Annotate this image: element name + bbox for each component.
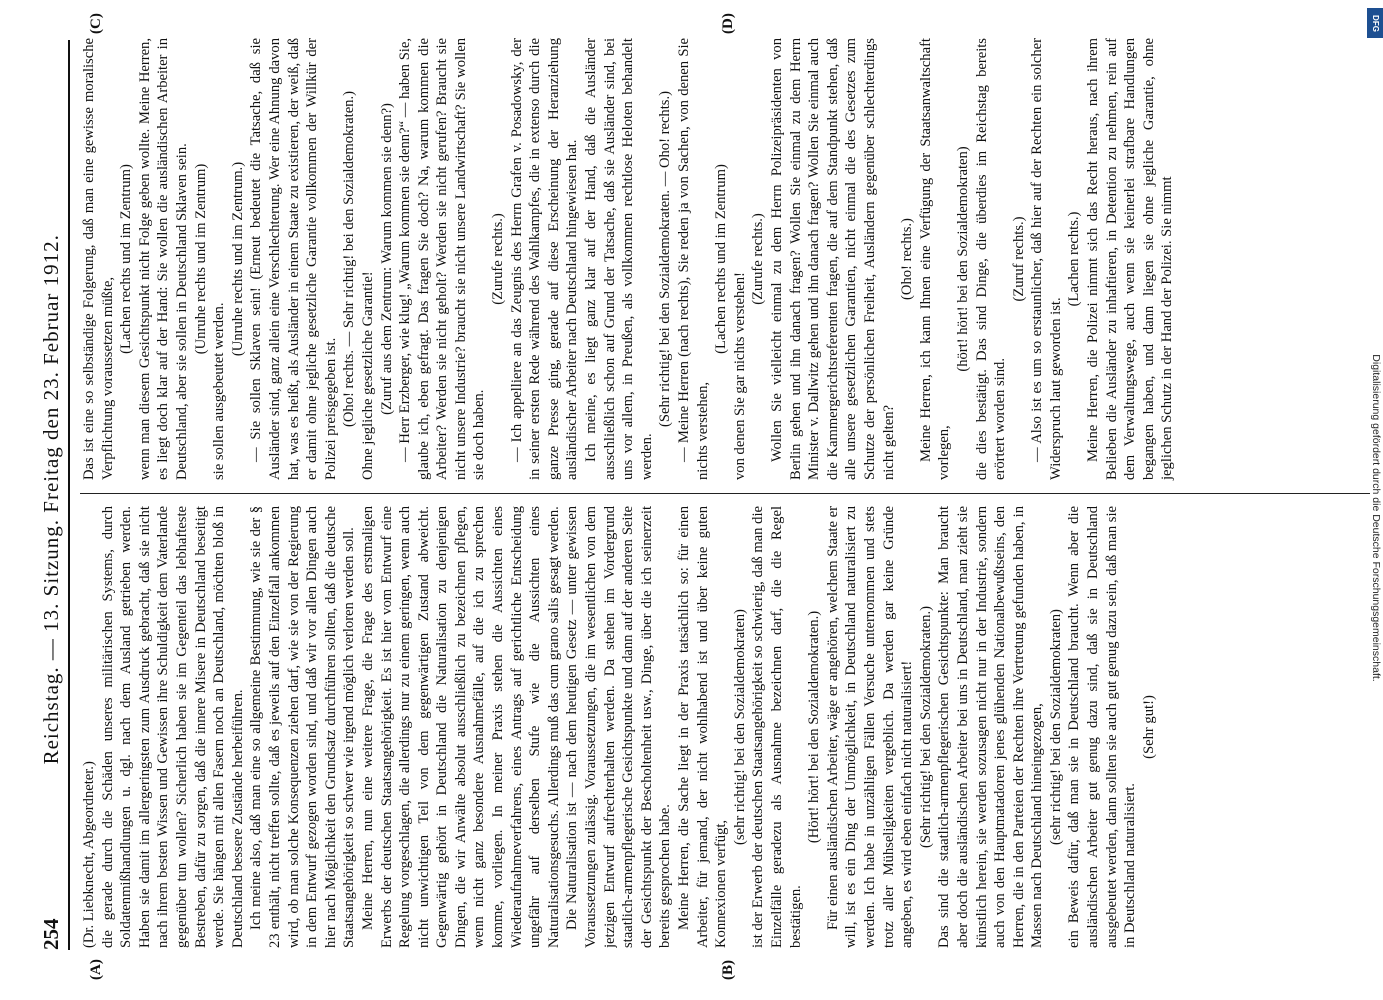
paragraph: Meine Herren, die Sache liegt in der Praxis tatsächlich so: für einen Arbeiter, für jemand, der nicht wohlhabend ist und über keine guten Konnexionen verfügt,	[676, 506, 730, 948]
paragraph: Ohne jegliche gesetzliche Garantie!	[359, 271, 376, 480]
paragraph: die dies bestätigt. Das sind Dinge, die überdies im Reichstag bereits erörtert worden sind.	[973, 38, 1009, 480]
paragraph: Wollen Sie vielleicht einmal zu dem Herrn Polizeipräsidenten von Berlin gehen und ihn danach fragen? Wollen Sie einmal zu dem Herrn Minister v. Dallwitz gehen und ihn danach fragen? Wollen Sie einmal auch die Kammergerichtsreferenten fragen, die auf dem Standpunkt stehen, daß alle unsere gesetzlichen Garantien, nicht einmal die des Gesetzes zum Schutze der persönlichen Freiheit, Ausländern gegenüber schlechterdings nicht gelten?	[768, 38, 897, 480]
paragraph: sie sollen ausgebeutet werden.	[211, 302, 228, 480]
paragraph: Das sind die staatlich-armenpflegerischen Gesichtspunkte: Man braucht aber doch die ausländischen Arbeiter bei uns in Deutschland, man zieht sie künstlich herein, sie werden sozusagen nicht nur in der Industrie, sondern auch von den Hauptmatadoren jenes glühenden Nationalbewußtseins, den Herren, die in den Parteien der Rechten ihre Vertretung gefunden haben, in Massen nach Deutschland hineingezogen,	[936, 506, 1046, 948]
paragraph: die gerade durch die Schäden unseres militärischen Systems, durch Soldatenmißhandlungen u. dgl. nach dem Ausland getrieben werden. Haben sie damit im allergeringsten zum Ausdruck gebracht, daß sie nicht nach ihrem besten Wissen und Gewissen ihre Schuldigkeit dem Vaterlande gegenüber tun wollen? Sicherlich haben sie im Gegenteil das lebhafteste Bestreben, dafür zu sorgen, daß die innere Misere in Deutschland beseitigt werde. Sie hängen mit allen Fasern noch an Deutschland, möchten bloß in Deutschland bessere Zustände herbeiführen.	[99, 506, 246, 948]
interjection: (Hört! hört! bei den Sozialdemokraten.)	[806, 610, 823, 844]
interjection: (Oho! rechts. — Sehr richtig! bei den Sozialdemokraten.)	[341, 91, 358, 427]
margin-marker-a: (A)	[88, 959, 104, 980]
interjection: (Sehr richtig! bei den Sozialdemokraten.)	[917, 606, 934, 848]
page-title: Reichstag. — 13. Sitzung. Freitag den 23. Februar 1912.	[39, 234, 63, 765]
interjection: (Zurufe rechts.)	[750, 213, 767, 305]
paragraph: Ich meine also, daß man eine so allgemeine Bestimmung, wie sie der § 23 enthält, nicht treffen sollte, daß es jeweils auf den Einzelfall ankommen wird, ob man solche Konsequenzen ziehen darf, wie sie von der Regierung in dem Entwurf gezogen worden sind, und daß wir vor allen Dingen auch hier nach Möglichkeit den Grundsatz durchführen sollten, daß die deutsche Staatsangehörigkeit so schwer wie irgend möglich verloren werden soll.	[248, 506, 358, 948]
interjection: (Zurufe rechts.)	[490, 213, 507, 305]
paragraph: wenn man diesem Gesichtspunkt nicht Folge geben wollte. Meine Herren, es liegt doch klar auf der Hand: Sie wollen die ausländischen Arbeiter in Deutschland, aber sie sollen in Deutschland Sklaven sein.	[136, 38, 190, 480]
page-number: 254	[39, 918, 63, 950]
paragraph: — Also ist es um so erstaunlicher, daß hier auf der Rechten ein solcher Widerspruch laut geworden ist.	[1029, 38, 1064, 480]
column-divider	[80, 493, 1370, 494]
paragraph: Für einen ausländischen Arbeiter, wäge er angehören, welchem Staate er will, ist es ein Ding der Unmöglichkeit, in Deutschland naturalisiert zu werden. Ich habe in unzähligen Fällen Versuche unternommen und stets trotz aller Mühseligkeiten vergeblich. Da werden gar keine Gründe angeben, es wird eben einfach nicht naturalisiert!	[824, 506, 916, 948]
interjection: (Zuruf aus dem Zentrum: Warum kommen sie denn?)	[378, 103, 395, 415]
interjection: (sehr richtig! bei den Sozialdemokraten)	[731, 609, 748, 845]
interjection: (Zuruf rechts.)	[1010, 216, 1027, 302]
paragraph: (Dr. Liebknecht, Abgeordneter.)	[81, 761, 97, 948]
page-header	[40, 40, 70, 950]
paragraph: — Herr Erzberger, wie klug! „Warum kommen sie denn?“ — haben Sie, glaube ich, eben gefragt. Das fragen Sie doch? Na, warum kommen die Arbeiter? Werden sie nicht geholt? Werden sie nicht gerufen? Braucht sie nicht unsere Industrie? braucht sie nicht unsere Landwirtschaft? Sie wollen sie doch haben.	[397, 38, 488, 480]
interjection: (Unruhe rechts und im Zentrum)	[192, 163, 209, 355]
paragraph: Meine Herren, ich kann Ihnen eine Verfügung der Staatsanwaltschaft vorlegen,	[917, 38, 953, 480]
paragraph: von denen Sie gar nichts verstehen!	[731, 272, 748, 480]
paragraph: — Sie sollen Sklaven sein! (Erneut bedeutet die Tatsache, daß sie Ausländer sind, ganz allein eine Verschlechterung. Wer eine Ahnung davon hat, was es heißt, als Ausländer in einem Staate zu existieren, der weiß, daß er damit ohne jegliche gesetzliche Garantie vollkommen der Willkür der Polizei preisgegeben ist.	[248, 38, 339, 480]
paragraph: Ich meine, es liegt ganz klar auf der Hand, daß die Ausländer ausschließlich schon auf Grund der Tatsache, daß sie Ausländer sind, bei uns vor allem, in Preußen, als vollkommen rechtlose Heloten behandelt werden.	[583, 38, 655, 480]
margin-marker-b: (B)	[720, 960, 736, 980]
interjection: (Sehr richtig! bei den Sozialdemokraten. — Oho! rechts.)	[657, 91, 674, 427]
paragraph: — Meine Herren (nach rechts), Sie reden ja von Sachen, von denen Sie nichts verstehen,	[676, 38, 711, 480]
interjection: (Lachen rechts.)	[1066, 211, 1083, 307]
interjection: (hört! hört! bei den Sozialdemokraten)	[954, 146, 971, 372]
interjection: (Lachen rechts und im Zentrum)	[713, 164, 730, 354]
paragraph: Meine Herren, nun eine weitere Frage, die Frage des erstmaligen Erwerbs der deutschen Staatsangehörigkeit. Es ist hier vom Entwurf eine Regelung vorgeschlagen, die allerdings nur zu einem geringen, wenn auch nicht unwichtigen Teil von dem gegenwärtigen Zustand abweicht. Gegenwärtig gehört in Deutschland die Naturalisation zu denjenigen Dingen, die wir Anwälte absolut ausschließlich zu bezeichnen pflegen, wenn nicht ganz besondere Ausnahmefälle, auf die ich zu sprechen komme, vorliegen. In meiner Praxis stehen die Aussichten eines Wiederaufnahmeverfahrens, eines Antrags auf gerichtliche Entscheidung ungefähr auf derselben Stufe wie die Aussichten eines Naturalisationsgesuchs. Allerdings muß das cum grano salis gesagt werden.	[359, 506, 562, 948]
right-column	[80, 38, 1370, 486]
paragraph: Meine Herren, die Polizei nimmt sich das Recht heraus, nach ihrem Belieben die Ausländer zu inhaftieren, in Detention zu nehmen, rein auf dem Verwaltungswege, auch wenn sie keinerlei strafbare Handlungen begangen haben, und dann liegen sie ohne jegliche Garantie, ohne jeglichen Schutz in der Hand der Polizei. Sie nimmt	[1085, 38, 1176, 480]
digitization-note-text: Digitalisierung gefördert durch die Deutsche Forschungsgemeinschaft.	[1370, 354, 1382, 682]
interjection: (Sehr gut!)	[1140, 695, 1157, 759]
left-column	[80, 500, 1370, 948]
interjection: (Oho! rechts.)	[899, 218, 916, 300]
margin-marker-d: (D)	[720, 13, 736, 34]
digitization-note	[1370, 8, 1383, 988]
interjection: (Lachen rechts und im Zentrum)	[118, 164, 135, 354]
interjection: (Unruhe rechts und im Zentrum.)	[229, 161, 246, 357]
dfg-logo-text: DFG	[1370, 14, 1380, 32]
paragraph: ein Beweis dafür, daß man sie in Deutschland braucht. Wenn aber die ausländischen Arbeiter gut genug dazu sind, daß sie in Deutschland ausgebeutet werden, dann sollten sie auch gut genug dazu sein, daß man sie in Deutschland naturalisiert.	[1066, 506, 1139, 948]
interjection: (sehr richtig! bei den Sozialdemokraten)	[1047, 609, 1064, 845]
paragraph: ist der Erwerb der deutschen Staatsangehörigkeit so schwierig, daß man die Einzelfälle geradezu als Ausnahme bezeichnen darf, die die Regel bestätigen.	[750, 506, 804, 948]
margin-marker-c: (C)	[88, 13, 104, 34]
paragraph: Das ist eine so selbständige Folgerung, daß man eine gewisse moralische Verpflichtung voraussetzen müßte,	[81, 38, 116, 480]
paragraph: Die Naturalisation ist — nach dem heutigen Gesetz — unter gewissen Voraussetzungen zulässig. Voraussetzungen, die im wesentlichen von dem jetzigen Entwurf aufrechterhalten werden. Da stehen im Vordergrund staatlich-armenpflegerische Gesichtspunkte und dann auf der anderen Seite der Gesichtspunkt der Bescholtenheit usw., Dinge, über die ich seinerzeit bereits gesprochen habe.	[564, 506, 674, 948]
paragraph: — Ich appelliere an das Zeugnis des Herrn Grafen v. Posadowsky, der in seiner ersten Rede während des Wahlkampfes, die in extenso durch die ganze Presse ging, gerade auf diese Erscheinung der Heranziehung ausländischer Arbeiter nach Deutschland hingewiesen hat.	[508, 38, 581, 480]
